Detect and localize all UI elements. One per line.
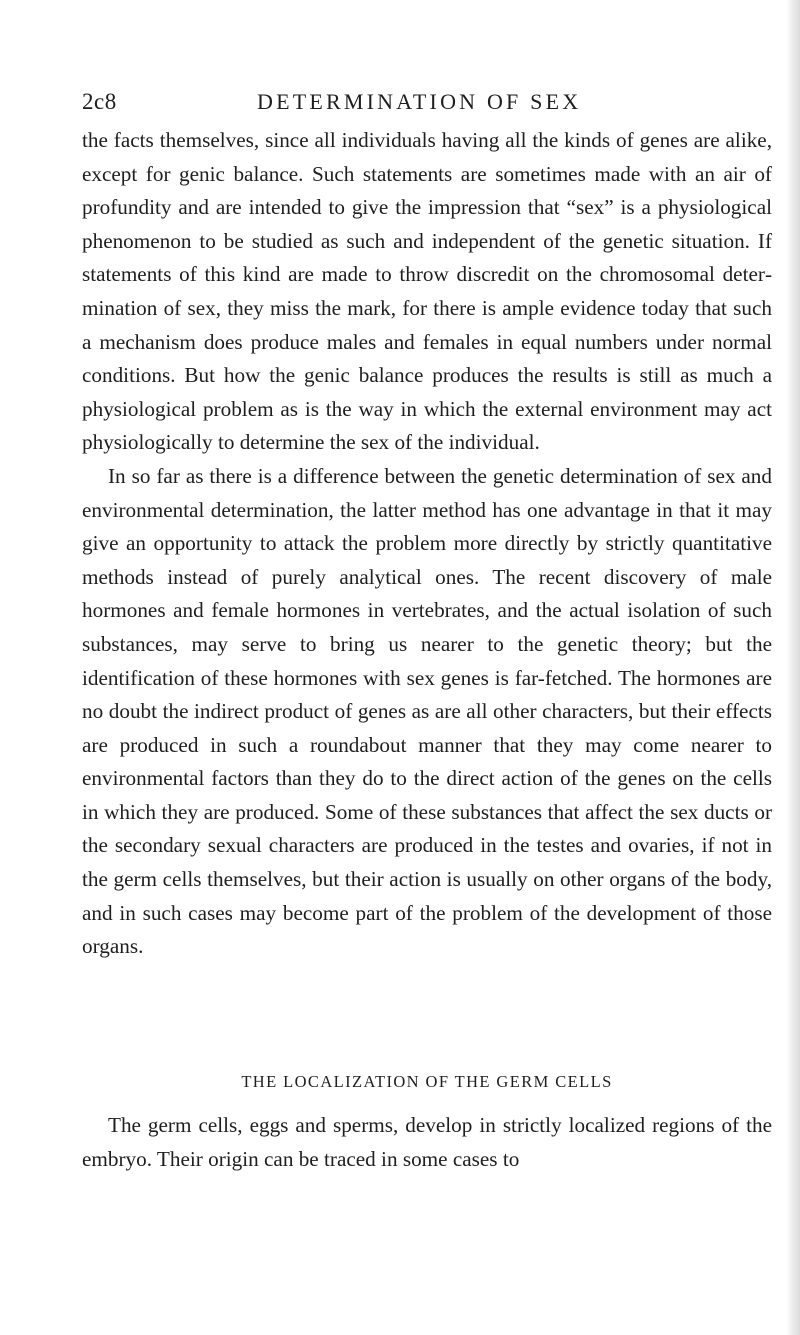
running-head-title: DETERMINATION OF SEX <box>257 89 582 114</box>
paragraph: In so far as there is a difference between the genetic determination of sex and environmental determination, the latter method has one advantage in that it may give an opportunity to attack the problem more directly by strictly quantitative methods instead of purely analytical ones. The recent discovery of male hormones and female hormones in vertebrates, and the actual isolation of such substances, may serve to bring us nearer to the genetic theory; but the identification of these hormones with sex genes is far-fetched. The hormones are no doubt the indirect product of genes as are all other characters, but their effects are produced in such a roundabout manner that they may come nearer to environmental factors than they do to the direct action of the genes on the cells in which they are produced. Some of these substances that affect the sex ducts or the secondary sexual characters are produced in the testes and ovaries, if not in the germ cells themselves, but their action is usually on other organs of the body, and in such cases may become part of the problem of the development of those organs. <box>82 463 772 959</box>
page-edge-shadow <box>786 0 800 1335</box>
page-number: 2c8 <box>82 89 117 114</box>
main-text <box>82 124 772 964</box>
paragraph-continued: the facts themselves, since all individuals having all the kinds of genes are alike, except for genic balance. Such statements are sometimes made with an air of profundity and are intended to give the impression that “sex” is a physiological phenomenon to be studied as such and independent of the genetic situation. If statements of this kind are made to throw discredit on the chromosomal determination of sex, they miss the mark, for there is ample evidence today that such a mechanism does produce males and females in equal numbers under normal conditions. But how the genic balance produces the results is still as much a physiological problem as is the way in which the external environment may act physiologically to determine the sex of the individual. <box>82 128 772 455</box>
section-heading: THE LOCALIZATION OF THE GERM CELLS <box>241 1072 613 1091</box>
running-head <box>82 89 722 119</box>
paragraph: The germ cells, eggs and sperms, develop in strictly localized regions of the embryo. Their origin can be traced in some cases to <box>82 1113 772 1171</box>
section-text <box>82 1109 772 1176</box>
